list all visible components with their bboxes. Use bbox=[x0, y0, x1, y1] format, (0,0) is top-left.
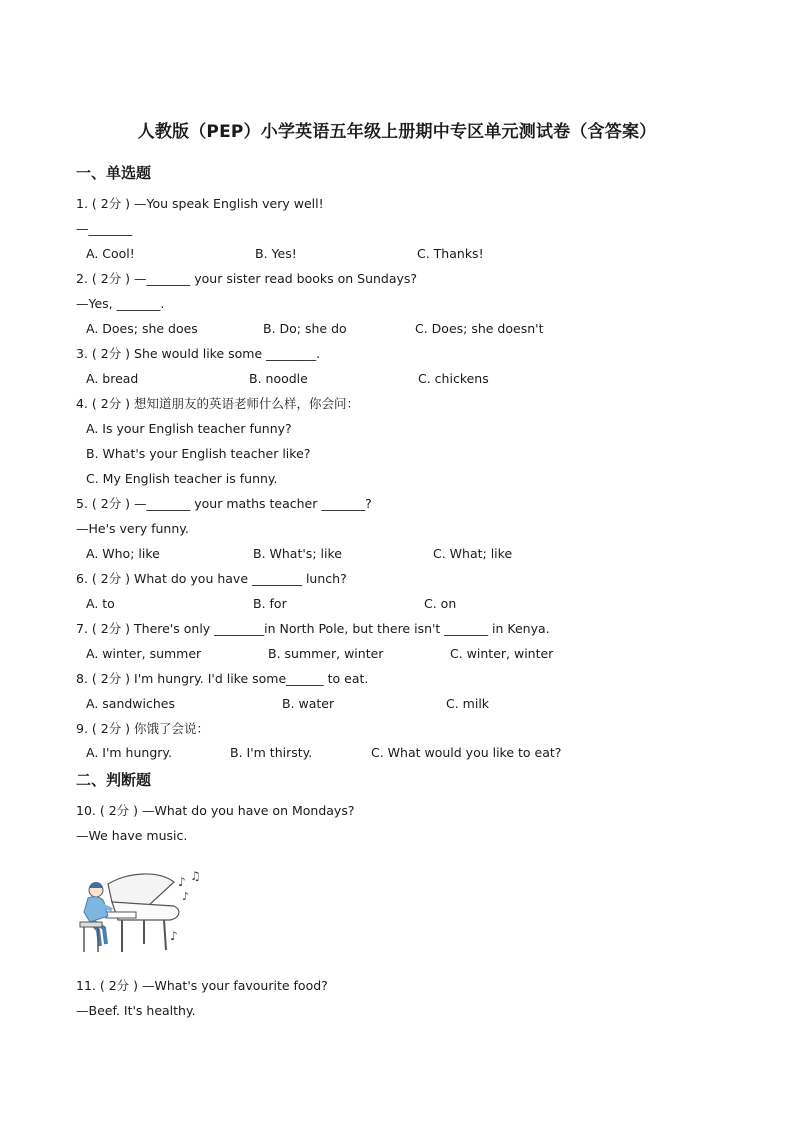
question-8-option-c: C. milk bbox=[446, 696, 490, 711]
question-4-option-a: A. Is your English teacher funny? bbox=[86, 421, 292, 436]
question-2-answer-line: —Yes, _______. bbox=[76, 296, 165, 311]
question-2-option-c: C. Does; she doesn't bbox=[415, 321, 544, 336]
question-3-option-b: B. noodle bbox=[249, 371, 308, 386]
question-11-answer-line: —Beef. It's healthy. bbox=[76, 1003, 196, 1018]
question-10-stem: 10. ( 2分 ) —What do you have on Mondays? bbox=[76, 803, 355, 818]
section-true-false: 二、判断题 bbox=[76, 771, 152, 789]
page-title: 人教版（PEP）小学英语五年级上册期中专区单元测试卷（含答案） bbox=[137, 122, 657, 142]
question-3-option-a: A. bread bbox=[86, 371, 139, 386]
question-6-option-b: B. for bbox=[253, 596, 287, 611]
question-5-option-a: A. Who; like bbox=[86, 546, 160, 561]
section-single-choice: 一、单选题 bbox=[76, 164, 152, 182]
question-5-answer-line: —He's very funny. bbox=[76, 521, 189, 536]
question-1-stem: 1. ( 2分 ) —You speak English very well! bbox=[76, 196, 324, 211]
question-11-stem: 11. ( 2分 ) —What's your favourite food? bbox=[76, 978, 328, 993]
question-6-option-c: C. on bbox=[424, 596, 457, 611]
svg-text:♪: ♪ bbox=[170, 929, 178, 943]
question-10-answer-line: —We have music. bbox=[76, 828, 188, 843]
question-1-option-b: B. Yes! bbox=[255, 246, 297, 261]
question-1-option-a: A. Cool! bbox=[86, 246, 135, 261]
question-2-stem: 2. ( 2分 ) —_______ your sister read books on Sundays? bbox=[76, 271, 418, 286]
question-4-option-c: C. My English teacher is funny. bbox=[86, 471, 278, 486]
question-5-option-b: B. What's; like bbox=[253, 546, 342, 561]
question-9-stem: 9. ( 2分 ) 你饿了会说： bbox=[76, 721, 210, 736]
question-2-option-a: A. Does; she does bbox=[86, 321, 198, 336]
question-9-option-b: B. I'm thirsty. bbox=[230, 745, 313, 760]
question-3-stem: 3. ( 2分 ) She would like some ________. bbox=[76, 346, 321, 361]
question-1-answer-line: —_______ bbox=[76, 221, 133, 236]
question-6-option-a: A. to bbox=[86, 596, 115, 611]
question-8-option-b: B. water bbox=[282, 696, 335, 711]
svg-text:♪: ♪ bbox=[182, 890, 190, 903]
question-4-stem: 4. ( 2分 ) 想知道朋友的英语老师什么样，你会问： bbox=[76, 396, 360, 411]
question-1-option-c: C. Thanks! bbox=[417, 246, 484, 261]
question-6-stem: 6. ( 2分 ) What do you have ________ lunch? bbox=[76, 571, 347, 586]
question-5-option-c: C. What; like bbox=[433, 546, 513, 561]
question-9-option-c: C. What would you like to eat? bbox=[371, 745, 562, 760]
question-5-stem: 5. ( 2分 ) —_______ your maths teacher _______? bbox=[76, 496, 372, 511]
question-7-option-a: A. winter, summer bbox=[86, 646, 202, 661]
question-9-option-a: A. I'm hungry. bbox=[86, 745, 172, 760]
svg-text:♫: ♫ bbox=[190, 869, 201, 883]
question-2-option-b: B. Do; she do bbox=[263, 321, 347, 336]
svg-text:♪: ♪ bbox=[178, 875, 186, 889]
question-8-option-a: A. sandwiches bbox=[86, 696, 176, 711]
piano-player-illustration bbox=[78, 866, 210, 960]
question-8-stem: 8. ( 2分 ) I'm hungry. I'd like some______ to eat. bbox=[76, 671, 369, 686]
question-7-option-c: C. winter, winter bbox=[450, 646, 554, 661]
question-7-stem: 7. ( 2分 ) There's only ________in North Pole, but there isn't _______ in Kenya. bbox=[76, 621, 550, 636]
question-3-option-c: C. chickens bbox=[418, 371, 489, 386]
question-7-option-b: B. summer, winter bbox=[268, 646, 384, 661]
question-4-option-b: B. What's your English teacher like? bbox=[86, 446, 311, 461]
